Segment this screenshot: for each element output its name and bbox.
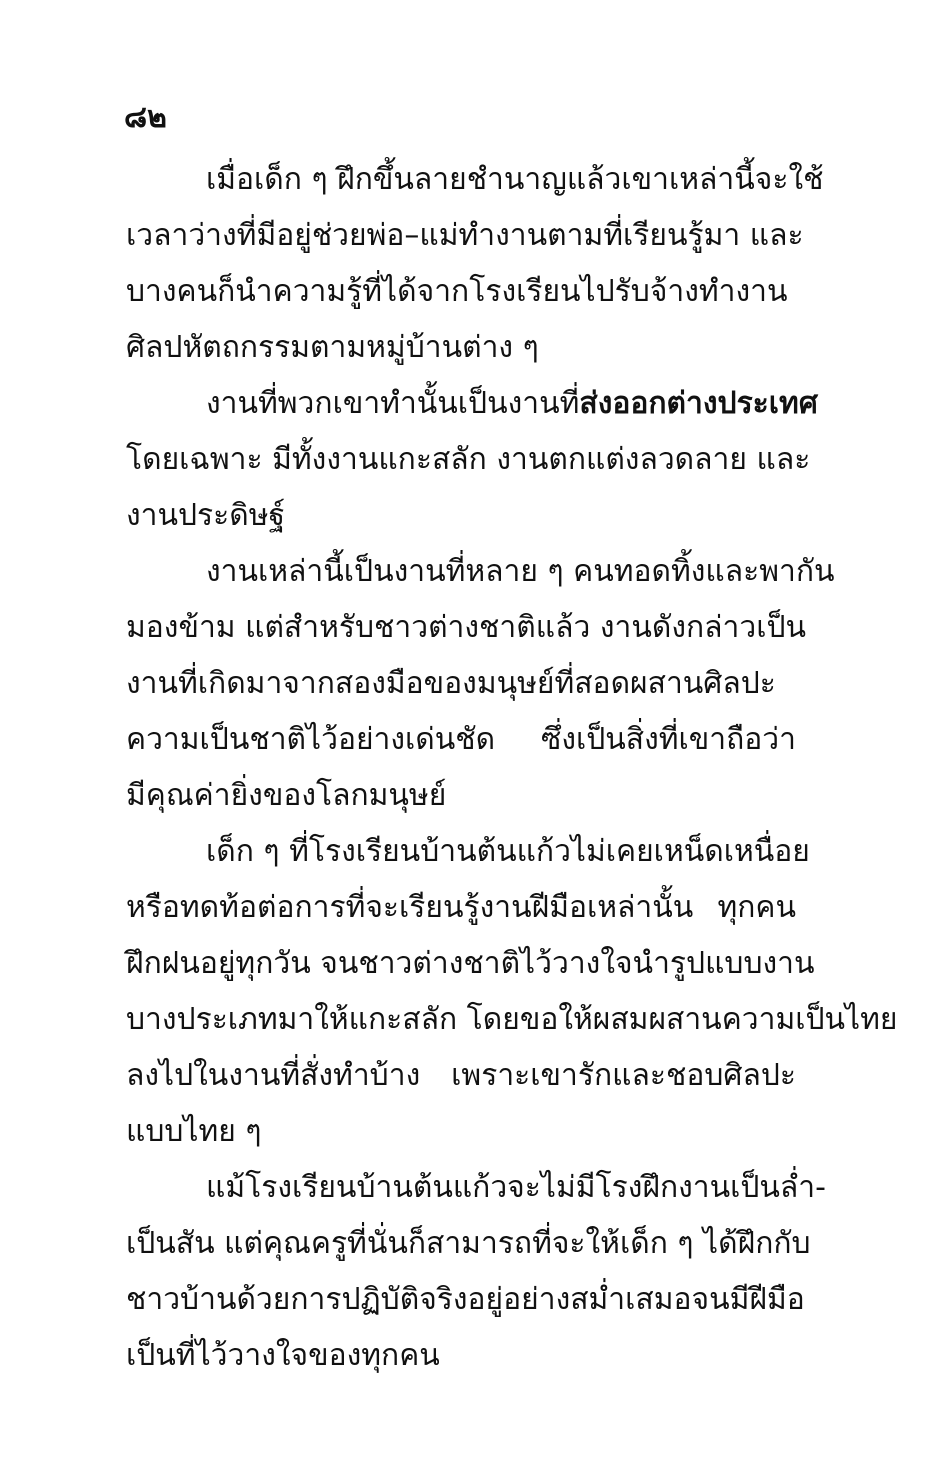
text-line: ฝึกฝนอยู่ทุกวัน จนชาวต่างชาติไว้วางใจนำรูปแบบงาน (126, 946, 815, 981)
text-line: มีคุณค่ายิ่งของโลกมนุษย์ (126, 778, 447, 813)
text-line: เมื่อเด็ก ๆ ฝึกขึ้นลายชำนาญแล้วเขาเหล่านี้จะใช้ (206, 162, 824, 197)
text-normal: งานที่พวกเขาทำนั้นเป็นงานที่ (206, 386, 580, 421)
text-bold-phrase: ส่งออกต่างประเทศ (579, 386, 818, 421)
text-line: เด็ก ๆ ที่โรงเรียนบ้านต้นแก้วไม่เคยเหน็ดเหนื่อย (206, 834, 810, 869)
text-line: แบบไทย ๆ (126, 1114, 262, 1149)
text-line: แม้โรงเรียนบ้านต้นแก้วจะไม่มีโรงฝึกงานเป็นล่ำ- (206, 1170, 826, 1205)
text-line: มองข้าม แต่สำหรับชาวต่างชาติแล้ว งานดังกล่าวเป็น (126, 610, 807, 645)
text-line: เป็นสัน แต่คุณครูที่นั่นก็สามารถที่จะให้เด็ก ๆ ได้ฝึกกับ (126, 1226, 811, 1261)
text-line: บางประเภทมาให้แกะสลัก โดยขอให้ผสมผสานความเป็นไทย (126, 1002, 898, 1037)
text-line: ลงไปในงานที่สั่งทำบ้าง เพราะเขารักและชอบศิลปะ (126, 1058, 796, 1093)
text-line: เป็นที่ไว้วางใจของทุกคน (126, 1338, 440, 1373)
text-line: ศิลปหัตถกรรมตามหมู่บ้านต่าง ๆ (126, 330, 539, 365)
text-line: งานประดิษฐ์ (126, 498, 286, 533)
text-line: ความเป็นชาติไว้อย่างเด่นชัด ซึ่งเป็นสิ่งที่เขาถือว่า (126, 722, 796, 757)
text-line: งานที่เกิดมาจากสองมือของมนุษย์ที่สอดผสานศิลปะ (126, 666, 776, 701)
text-line: โดยเฉพาะ มีทั้งงานแกะสลัก งานตกแต่งลวดลาย และ (126, 442, 811, 477)
text-line: งานเหล่านี้เป็นงานที่หลาย ๆ คนทอดทิ้งและพากัน (206, 554, 835, 589)
text-line: เวลาว่างที่มีอยู่ช่วยพ่อ–แม่ทำงานตามที่เรียนรู้มา และ (126, 218, 804, 253)
text-line: บางคนก็นำความรู้ที่ได้จากโรงเรียนไปรับจ้างทำงาน (126, 274, 788, 309)
text-line-mixed (206, 384, 818, 424)
text-line: หรือทดท้อต่อการที่จะเรียนรู้งานฝีมือเหล่านั้น ทุกคน (126, 890, 796, 925)
text-line: ชาวบ้านด้วยการปฏิบัติจริงอยู่อย่างสม่ำเสมอจนมีฝีมือ (126, 1282, 805, 1317)
page-number: ๘๒ (124, 100, 167, 135)
